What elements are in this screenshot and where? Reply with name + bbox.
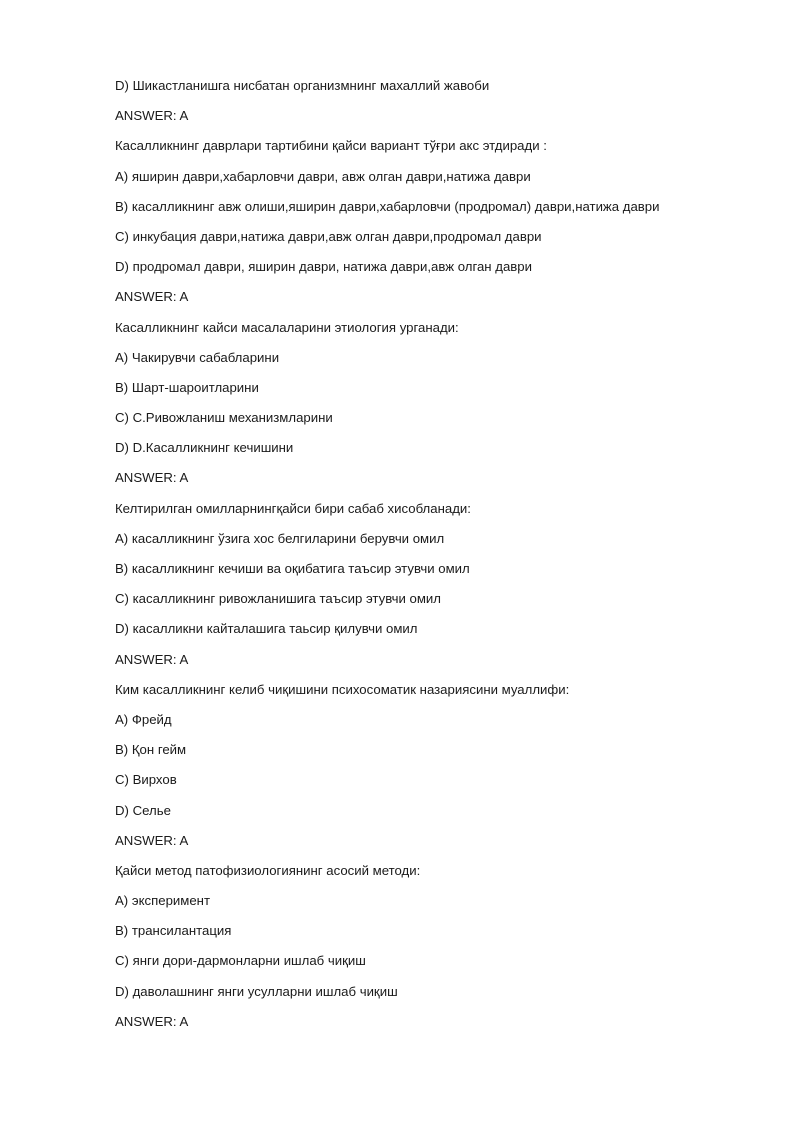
option-b: B) трансилантация — [115, 923, 232, 939]
option-c: C) касалликнинг ривожланишига таъсир этувчи омил — [115, 591, 441, 607]
option-b: B) Шарт-шароитларини — [115, 379, 259, 395]
option-d: D) D.Касалликнинг кечишини — [115, 440, 294, 456]
answer-line: ANSWER: A — [115, 1013, 189, 1029]
option-d: D) касалликни кайталашига таьсир қилувчи омил — [115, 621, 418, 637]
answer-line: ANSWER: A — [115, 289, 189, 305]
option-a: A) яширин даври,хабарловчи даври, авж олган даври,натижа даври — [115, 168, 531, 184]
option-d: D) Селье — [115, 802, 171, 818]
option-a: A) Фрейд — [115, 711, 172, 727]
option-d: D) Шикастланишга нисбатан организмнинг махаллий жавоби — [115, 78, 490, 93]
option-b: B) касалликнинг авж олиши,яширин даври,хабарловчи (продромал) даври,натижа даври — [115, 198, 660, 214]
option-c: C) Вирхов — [115, 772, 177, 788]
answer-line: ANSWER: A — [115, 470, 189, 486]
answer-line: ANSWER: A — [115, 832, 189, 848]
option-d: D) продромал даври, яширин даври, натижа даври,авж олган даври — [115, 259, 532, 275]
option-b: B) касалликнинг кечиши ва оқибатига таъсир этувчи омил — [115, 561, 470, 576]
question-text: Ким касалликнинг келиб чиқишини психосоматик назариясини муаллифи: — [115, 681, 570, 697]
question-text: Қайси метод патофизиологиянинг асосий методи: — [115, 862, 421, 878]
answer-line: ANSWER: A — [115, 108, 189, 124]
option-a: A) эксперимент — [115, 893, 210, 909]
option-b: B) Қон гейм — [115, 742, 187, 758]
option-a: A) Чакирувчи сабабларини — [115, 349, 280, 365]
answer-line: ANSWER: A — [115, 651, 189, 667]
question-text: Касалликнинг кайси масалаларини этиология урганади: — [115, 319, 459, 335]
option-a: A) касалликнинг ўзига хос белгиларини берувчи омил — [115, 530, 445, 546]
option-c: C) C.Ривожланиш механизмларини — [115, 410, 333, 426]
option-c: C) янги дори-дармонларни ишлаб чиқиш — [115, 953, 366, 969]
question-text: Касалликнинг даврлари тартибини қайси вариант тўғри акс этдиради : — [115, 138, 547, 154]
option-d: D) даволашнинг янги усулларни ишлаб чиқиш — [115, 983, 398, 999]
question-text: Келтирилган омилларнингқайси бири сабаб хисобланади: — [115, 500, 471, 516]
document-body — [115, 76, 755, 1042]
option-c: C) инкубация даври,натижа даври,авж олган даври,продромал даври — [115, 228, 542, 244]
